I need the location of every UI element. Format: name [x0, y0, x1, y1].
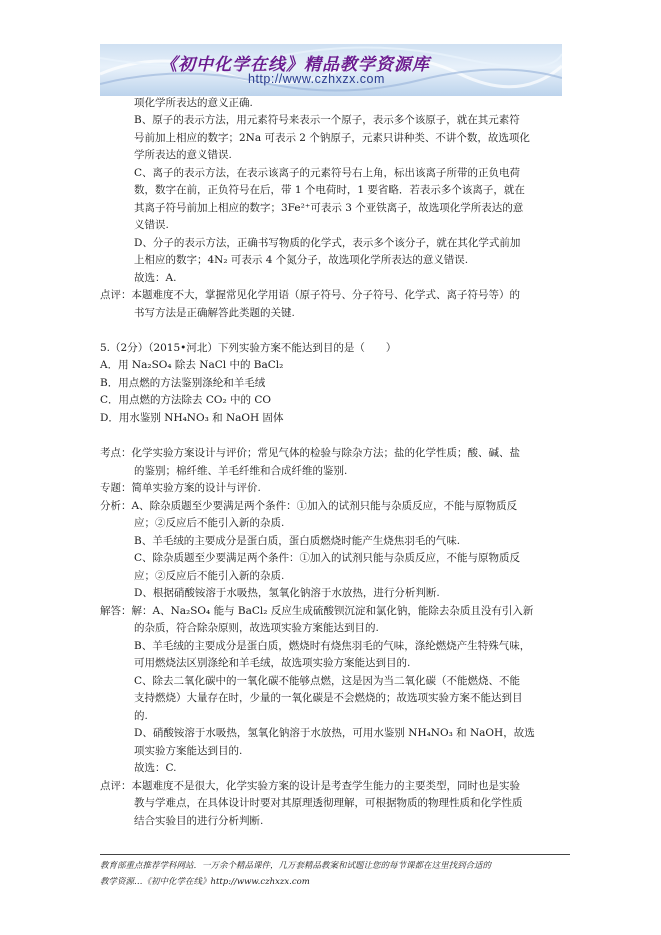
text-line: C、除去二氧化碳中的一氧化碳不能够点燃，这是因为当二氧化碳（不能燃烧、不能: [134, 675, 521, 687]
text-line: 应；②反应后不能引入新的杂质.: [134, 570, 285, 582]
text-line: B．用点燃的方法鉴别涤纶和羊毛绒: [100, 377, 266, 389]
text-line: D．用水鉴别 NH₄NO₃ 和 NaOH 固体: [100, 412, 284, 424]
text-line: 点评：本题难度不是很大，化学实验方案的设计是考查学生能力的主要类型，同时也是实验: [100, 780, 520, 792]
text-line: 上相应的数字；4N₂ 可表示 4 个氮分子，故选项化学所表达的意义错误.: [134, 254, 469, 266]
text-line: 结合实验目的进行分析判断.: [134, 815, 264, 827]
text-line: 数，数字在前，正负符号在后，带 1 个电荷时，1 要省略．若表示多个该离子，就在: [134, 184, 525, 196]
text-line: 学所表达的意义错误.: [134, 149, 232, 161]
text-line: 号前加上相应的数字；2Na 可表示 2 个钠原子，元素只讲种类、不讲个数，故选项化: [134, 132, 530, 144]
text-line: 义错误.: [134, 219, 169, 231]
text-line: 支持燃烧）大量存在时，少量的一氧化碳是不会燃烧的；故选项实验方案不能达到目: [134, 692, 523, 704]
text-line: D、硝酸铵溶于水吸热，氢氧化钠溶于水放热，可用水鉴别 NH₄NO₃ 和 NaOH，故选: [134, 727, 535, 739]
text-line: 其离子符号前加上相应的数字；3Fe²⁺可表示 3 个亚铁离子，故选项化学所表达的意: [134, 202, 524, 214]
text-line: B、羊毛绒的主要成分是蛋白质，燃烧时有烧焦羽毛的气味，涤纶燃烧产生特殊气味，: [134, 640, 531, 652]
text-line: C．用点燃的方法除去 CO₂ 中的 CO: [100, 394, 272, 406]
text-line: 考点：化学实验方案设计与评价；常见气体的检验与除杂方法；盐的化学性质；酸、碱、盐: [100, 447, 520, 459]
text-line: 教与学难点，在具体设计时要对其原理透彻理解，可根据物质的物理性质和化学性质: [134, 797, 523, 809]
text-line: 的.: [134, 710, 148, 722]
text-line: D、分子的表示方法，正确书写物质的化学式，表示多个该分子，就在其化学式前加: [134, 237, 521, 249]
footer-line-2: 教学资源…《初中化学在线》http://www.czhxzx.com: [100, 877, 310, 887]
text-line: 可用燃烧法区别涤纶和羊毛绒，故选项实验方案能达到目的.: [134, 657, 411, 669]
footer-line-1: 教育部重点推荐学科网站．一万余个精品课件，几万套精品教案和试题让您的每节课都在这里找到合适的: [100, 861, 492, 871]
text-line: 书写方法是正确解答此类题的关键.: [134, 307, 295, 319]
text-line: C、除杂质题至少要满足两个条件：①加入的试剂只能与杂质反应，不能与原物质反: [134, 552, 521, 564]
text-line: 项化学所表达的意义正确.: [134, 97, 253, 109]
text-line: 的杂质，符合除杂原则，故选项实验方案能达到目的.: [134, 622, 379, 634]
text-line: 项实验方案能达到目的.: [134, 745, 243, 757]
text-line: 故选：C.: [134, 762, 177, 774]
text-line: 的鉴别；棉纤维、羊毛纤维和合成纤维的鉴别.: [134, 465, 348, 477]
page-footer: [100, 854, 570, 887]
text-line: 分析：A、除杂质题至少要满足两个条件：①加入的试剂只能与杂质反应，不能与原物质反: [100, 500, 518, 512]
text-line: C、离子的表示方法，在表示该离子的元素符号右上角，标出该离子所带的正负电荷: [134, 167, 521, 179]
text-line: 专题：简单实验方案的设计与评价.: [100, 482, 261, 494]
header-banner: [100, 44, 562, 96]
text-line: B、原子的表示方法，用元素符号来表示一个原子，表示多个该原子，就在其元素符: [134, 114, 520, 126]
text-line: B、羊毛绒的主要成分是蛋白质，蛋白质燃烧时能产生烧焦羽毛的气味.: [134, 535, 461, 547]
text-line: 解答：解：A、Na₂SO₄ 能与 BaCl₂ 反应生成硫酸钡沉淀和氯化钠，能除去杂质且没有引入新: [100, 605, 534, 617]
text-line: 点评：本题难度不大，掌握常见化学用语（原子符号、分子符号、化学式、离子符号等）的: [100, 289, 520, 301]
banner-url[interactable]: http://www.czhxzx.com: [248, 72, 385, 86]
text-line: D、根据硝酸铵溶于水吸热，氢氧化钠溶于水放热，进行分析判断.: [134, 587, 440, 599]
text-line: 故选：A.: [134, 272, 177, 284]
text-line: 应；②反应后不能引入新的杂质.: [134, 517, 285, 529]
text-line: A．用 Na₂SO₄ 除去 NaCl 中的 BaCl₂: [100, 359, 284, 371]
banner-title: 《初中化学在线》精品教学资源库: [160, 55, 430, 75]
text-line: 5.（2分）（2015•河北）下列实验方案不能达到目的是（ ）: [100, 342, 397, 354]
